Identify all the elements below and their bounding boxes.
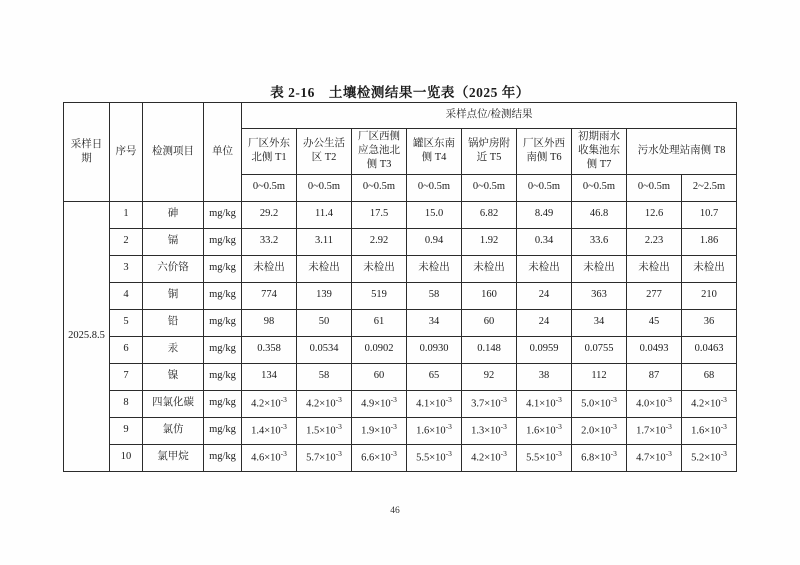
- result-value-cell: $1.6\times 10^{-3}$: [517, 417, 572, 444]
- test-item-cell: 四氯化碳: [143, 390, 204, 417]
- col-header-index: 序号: [110, 103, 143, 202]
- row-index-cell: 9: [110, 417, 143, 444]
- result-value-cell: 3.11: [297, 228, 352, 255]
- result-value-cell: 0.0534: [297, 336, 352, 363]
- result-value-cell: 60: [352, 363, 407, 390]
- result-value-cell: 未检出: [297, 255, 352, 282]
- result-value-cell: $4.2\times 10^{-3}$: [682, 390, 737, 417]
- result-value-cell: $4.1\times 10^{-3}$: [407, 390, 462, 417]
- result-value-cell: $2.0\times 10^{-3}$: [572, 417, 627, 444]
- test-item-cell: 氯甲烷: [143, 444, 204, 471]
- test-item-cell: 铅: [143, 309, 204, 336]
- result-value-cell: 17.5: [352, 201, 407, 228]
- result-value-cell: 45: [627, 309, 682, 336]
- row-index-cell: 2: [110, 228, 143, 255]
- test-item-cell: 镍: [143, 363, 204, 390]
- unit-cell: mg/kg: [204, 228, 242, 255]
- depth-header: 0~0.5m: [352, 174, 407, 201]
- depth-header: 0~0.5m: [572, 174, 627, 201]
- result-value-cell: 58: [407, 282, 462, 309]
- test-item-cell: 砷: [143, 201, 204, 228]
- table-body: [64, 201, 737, 471]
- col-header-points-group: 采样点位/检测结果: [242, 103, 737, 129]
- table-title: 表 2-16 土壤检测结果一览表（2025 年）: [270, 85, 530, 100]
- result-value-cell: 774: [242, 282, 297, 309]
- unit-cell: mg/kg: [204, 363, 242, 390]
- result-value-cell: 50: [297, 309, 352, 336]
- result-value-cell: $5.5\times 10^{-3}$: [407, 444, 462, 471]
- result-value-cell: $5.2\times 10^{-3}$: [682, 444, 737, 471]
- table-row: [64, 201, 737, 228]
- result-value-cell: 未检出: [462, 255, 517, 282]
- result-value-cell: 36: [682, 309, 737, 336]
- unit-cell: mg/kg: [204, 309, 242, 336]
- result-value-cell: 363: [572, 282, 627, 309]
- result-value-cell: 2.92: [352, 228, 407, 255]
- result-value-cell: 未检出: [572, 255, 627, 282]
- col-header-point-t4: 罐区东南侧 T4: [407, 129, 462, 175]
- result-value-cell: $1.9\times 10^{-3}$: [352, 417, 407, 444]
- unit-cell: mg/kg: [204, 444, 242, 471]
- test-item-cell: 氯仿: [143, 417, 204, 444]
- result-value-cell: 0.0493: [627, 336, 682, 363]
- table-row: [64, 390, 737, 417]
- result-value-cell: $4.1\times 10^{-3}$: [517, 390, 572, 417]
- col-header-point-t3: 厂区西侧应急池北侧 T3: [352, 129, 407, 175]
- depth-header: 0~0.5m: [297, 174, 352, 201]
- col-header-sampling-date: 采样日期: [64, 103, 110, 202]
- col-header-point-t1: 厂区外东北侧 T1: [242, 129, 297, 175]
- result-value-cell: 38: [517, 363, 572, 390]
- result-value-cell: $1.3\times 10^{-3}$: [462, 417, 517, 444]
- result-value-cell: 210: [682, 282, 737, 309]
- result-value-cell: 34: [572, 309, 627, 336]
- result-value-cell: 24: [517, 282, 572, 309]
- result-value-cell: $4.2\times 10^{-3}$: [462, 444, 517, 471]
- result-value-cell: $4.9\times 10^{-3}$: [352, 390, 407, 417]
- result-value-cell: $1.5\times 10^{-3}$: [297, 417, 352, 444]
- result-value-cell: 未检出: [242, 255, 297, 282]
- result-value-cell: 112: [572, 363, 627, 390]
- result-value-cell: 0.94: [407, 228, 462, 255]
- result-value-cell: 65: [407, 363, 462, 390]
- soil-test-results-table: [63, 102, 737, 472]
- page-number: 46: [390, 506, 400, 516]
- result-value-cell: 1.92: [462, 228, 517, 255]
- result-value-cell: 34: [407, 309, 462, 336]
- table-row: [64, 228, 737, 255]
- depth-header: 0~0.5m: [462, 174, 517, 201]
- result-value-cell: $4.7\times 10^{-3}$: [627, 444, 682, 471]
- result-value-cell: $4.0\times 10^{-3}$: [627, 390, 682, 417]
- row-index-cell: 5: [110, 309, 143, 336]
- result-value-cell: 0.0755: [572, 336, 627, 363]
- row-index-cell: 1: [110, 201, 143, 228]
- result-value-cell: 1.86: [682, 228, 737, 255]
- result-value-cell: 33.6: [572, 228, 627, 255]
- result-value-cell: 68: [682, 363, 737, 390]
- result-value-cell: 24: [517, 309, 572, 336]
- result-value-cell: 60: [462, 309, 517, 336]
- unit-cell: mg/kg: [204, 282, 242, 309]
- table-row: [64, 309, 737, 336]
- result-value-cell: 160: [462, 282, 517, 309]
- result-value-cell: 0.0930: [407, 336, 462, 363]
- result-value-cell: 98: [242, 309, 297, 336]
- result-value-cell: 2.23: [627, 228, 682, 255]
- result-value-cell: 29.2: [242, 201, 297, 228]
- test-item-cell: 汞: [143, 336, 204, 363]
- result-value-cell: 134: [242, 363, 297, 390]
- result-value-cell: 12.6: [627, 201, 682, 228]
- result-value-cell: $4.2\times 10^{-3}$: [242, 390, 297, 417]
- test-item-cell: 铜: [143, 282, 204, 309]
- result-value-cell: 0.148: [462, 336, 517, 363]
- unit-cell: mg/kg: [204, 336, 242, 363]
- header-row-group: [64, 103, 737, 129]
- result-value-cell: 0.34: [517, 228, 572, 255]
- result-value-cell: $4.2\times 10^{-3}$: [297, 390, 352, 417]
- table-row: [64, 255, 737, 282]
- unit-cell: mg/kg: [204, 417, 242, 444]
- result-value-cell: 58: [297, 363, 352, 390]
- row-index-cell: 3: [110, 255, 143, 282]
- row-index-cell: 8: [110, 390, 143, 417]
- unit-cell: mg/kg: [204, 255, 242, 282]
- test-item-cell: 六价铬: [143, 255, 204, 282]
- col-header-unit: 单位: [204, 103, 242, 202]
- result-value-cell: $1.7\times 10^{-3}$: [627, 417, 682, 444]
- col-header-point-t5: 锅炉房附近 T5: [462, 129, 517, 175]
- table-row: [64, 363, 737, 390]
- result-value-cell: 6.82: [462, 201, 517, 228]
- result-value-cell: $3.7\times 10^{-3}$: [462, 390, 517, 417]
- result-value-cell: 0.0463: [682, 336, 737, 363]
- result-value-cell: 92: [462, 363, 517, 390]
- col-header-point-t2: 办公生活区 T2: [297, 129, 352, 175]
- row-index-cell: 10: [110, 444, 143, 471]
- result-value-cell: $6.8\times 10^{-3}$: [572, 444, 627, 471]
- table-row: [64, 336, 737, 363]
- result-value-cell: $6.6\times 10^{-3}$: [352, 444, 407, 471]
- result-value-cell: 未检出: [682, 255, 737, 282]
- result-value-cell: 15.0: [407, 201, 462, 228]
- col-header-test-item: 检测项目: [143, 103, 204, 202]
- result-value-cell: $5.7\times 10^{-3}$: [297, 444, 352, 471]
- result-value-cell: 0.0902: [352, 336, 407, 363]
- result-value-cell: $1.4\times 10^{-3}$: [242, 417, 297, 444]
- result-value-cell: 未检出: [407, 255, 462, 282]
- depth-header: 0~0.5m: [627, 174, 682, 201]
- result-value-cell: 10.7: [682, 201, 737, 228]
- result-value-cell: 未检出: [627, 255, 682, 282]
- col-header-point-t8: 污水处理站南侧 T8: [627, 129, 737, 175]
- result-value-cell: 519: [352, 282, 407, 309]
- row-index-cell: 4: [110, 282, 143, 309]
- result-value-cell: $5.0\times 10^{-3}$: [572, 390, 627, 417]
- result-value-cell: 61: [352, 309, 407, 336]
- result-value-cell: 8.49: [517, 201, 572, 228]
- result-value-cell: 0.0959: [517, 336, 572, 363]
- table-row: [64, 444, 737, 471]
- result-value-cell: $1.6\times 10^{-3}$: [682, 417, 737, 444]
- test-item-cell: 镉: [143, 228, 204, 255]
- unit-cell: mg/kg: [204, 201, 242, 228]
- result-value-cell: $5.5\times 10^{-3}$: [517, 444, 572, 471]
- table-row: [64, 282, 737, 309]
- col-header-point-t6: 厂区外西南侧 T6: [517, 129, 572, 175]
- result-value-cell: 未检出: [352, 255, 407, 282]
- depth-header: 0~0.5m: [517, 174, 572, 201]
- result-value-cell: 33.2: [242, 228, 297, 255]
- result-value-cell: $4.6\times 10^{-3}$: [242, 444, 297, 471]
- depth-header: 0~0.5m: [242, 174, 297, 201]
- result-value-cell: 0.358: [242, 336, 297, 363]
- unit-cell: mg/kg: [204, 390, 242, 417]
- table-row: [64, 417, 737, 444]
- sample-date-cell: 2025.8.5: [64, 201, 110, 471]
- row-index-cell: 6: [110, 336, 143, 363]
- depth-header: 0~0.5m: [407, 174, 462, 201]
- depth-header: 2~2.5m: [682, 174, 737, 201]
- col-header-point-t7: 初期雨水收集池东侧 T7: [572, 129, 627, 175]
- result-value-cell: 未检出: [517, 255, 572, 282]
- result-value-cell: 46.8: [572, 201, 627, 228]
- row-index-cell: 7: [110, 363, 143, 390]
- result-value-cell: 11.4: [297, 201, 352, 228]
- result-value-cell: 139: [297, 282, 352, 309]
- result-value-cell: 87: [627, 363, 682, 390]
- result-value-cell: 277: [627, 282, 682, 309]
- result-value-cell: $1.6\times 10^{-3}$: [407, 417, 462, 444]
